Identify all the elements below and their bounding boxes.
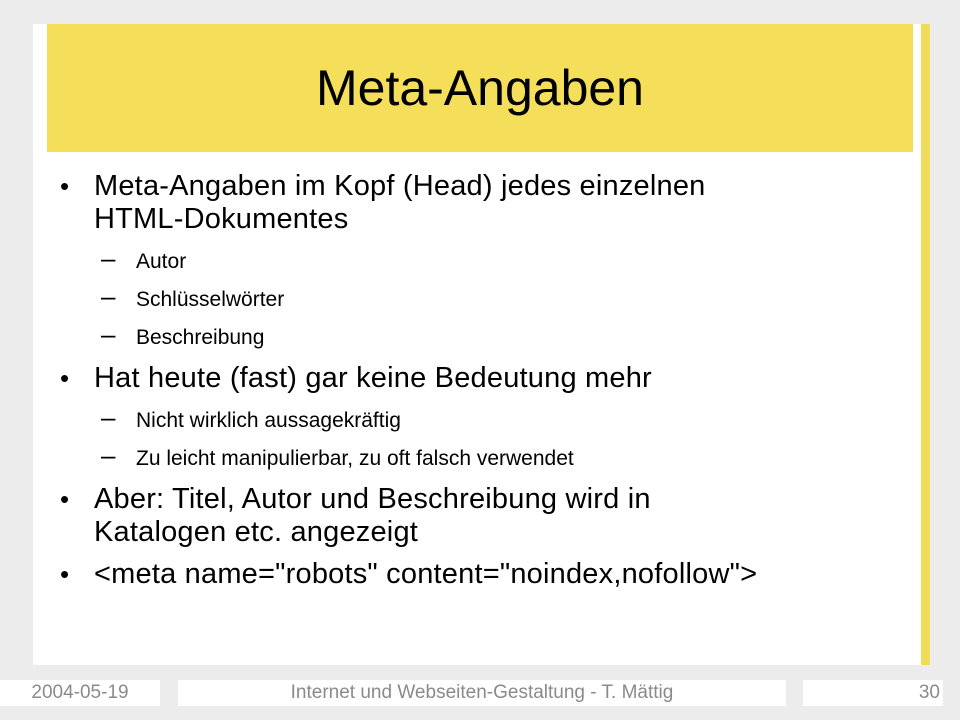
slide-body (60, 170, 910, 591)
subitem-autor (60, 243, 910, 274)
footer-page-number: 30 (918, 682, 940, 703)
bullet-text-line: Meta-Angaben im Kopf (Head) jedes einzelnen (94, 170, 706, 202)
bullet-item-bedeutung (60, 362, 910, 395)
slide-title: Meta-Angaben (315, 60, 644, 116)
bullet-text-line: Hat heute (fast) gar keine Bedeutung mehr (94, 362, 652, 394)
subitem-aussagekraeftig (60, 402, 910, 433)
bullet-text-line: <meta name="robots" content="noindex,nofollow"> (94, 558, 758, 590)
bullet-item-robots-meta (60, 558, 910, 591)
dash-icon: – (101, 281, 116, 311)
bullet-item-kataloge (60, 483, 910, 549)
subitem-text: Autor (136, 250, 187, 273)
dash-icon: – (101, 319, 116, 349)
bullet-icon: • (60, 484, 70, 514)
subitem-schluesselwoerter (60, 281, 910, 312)
dash-icon: – (101, 440, 116, 470)
bullet-icon: • (60, 559, 70, 589)
subitem-text: Beschreibung (136, 326, 265, 349)
footer-title: Internet und Webseiten-Gestaltung - T. Mättig (178, 680, 786, 706)
subitem-text: Schlüsselwörter (136, 288, 285, 311)
footer-date: 2004-05-19 (0, 680, 160, 706)
bullet-icon: • (60, 171, 70, 201)
subitem-manipulierbar (60, 440, 910, 471)
slide-accent-rule (921, 24, 930, 665)
bullet-item-meta-head (60, 170, 910, 236)
subitem-text: Nicht wirklich aussagekräftig (136, 409, 401, 432)
bullet-text-line: Aber: Titel, Autor und Beschreibung wird in (94, 483, 651, 515)
bullet-text-line: HTML-Dokumentes (94, 203, 349, 235)
footer-page-number-box (803, 680, 943, 706)
subitem-beschreibung (60, 319, 910, 350)
subitem-text: Zu leicht manipulierbar, zu oft falsch verwendet (136, 447, 574, 470)
dash-icon: – (101, 402, 116, 432)
bullet-icon: • (60, 363, 70, 393)
bullet-text-line: Katalogen etc. angezeigt (94, 516, 419, 548)
dash-icon: – (101, 243, 116, 273)
